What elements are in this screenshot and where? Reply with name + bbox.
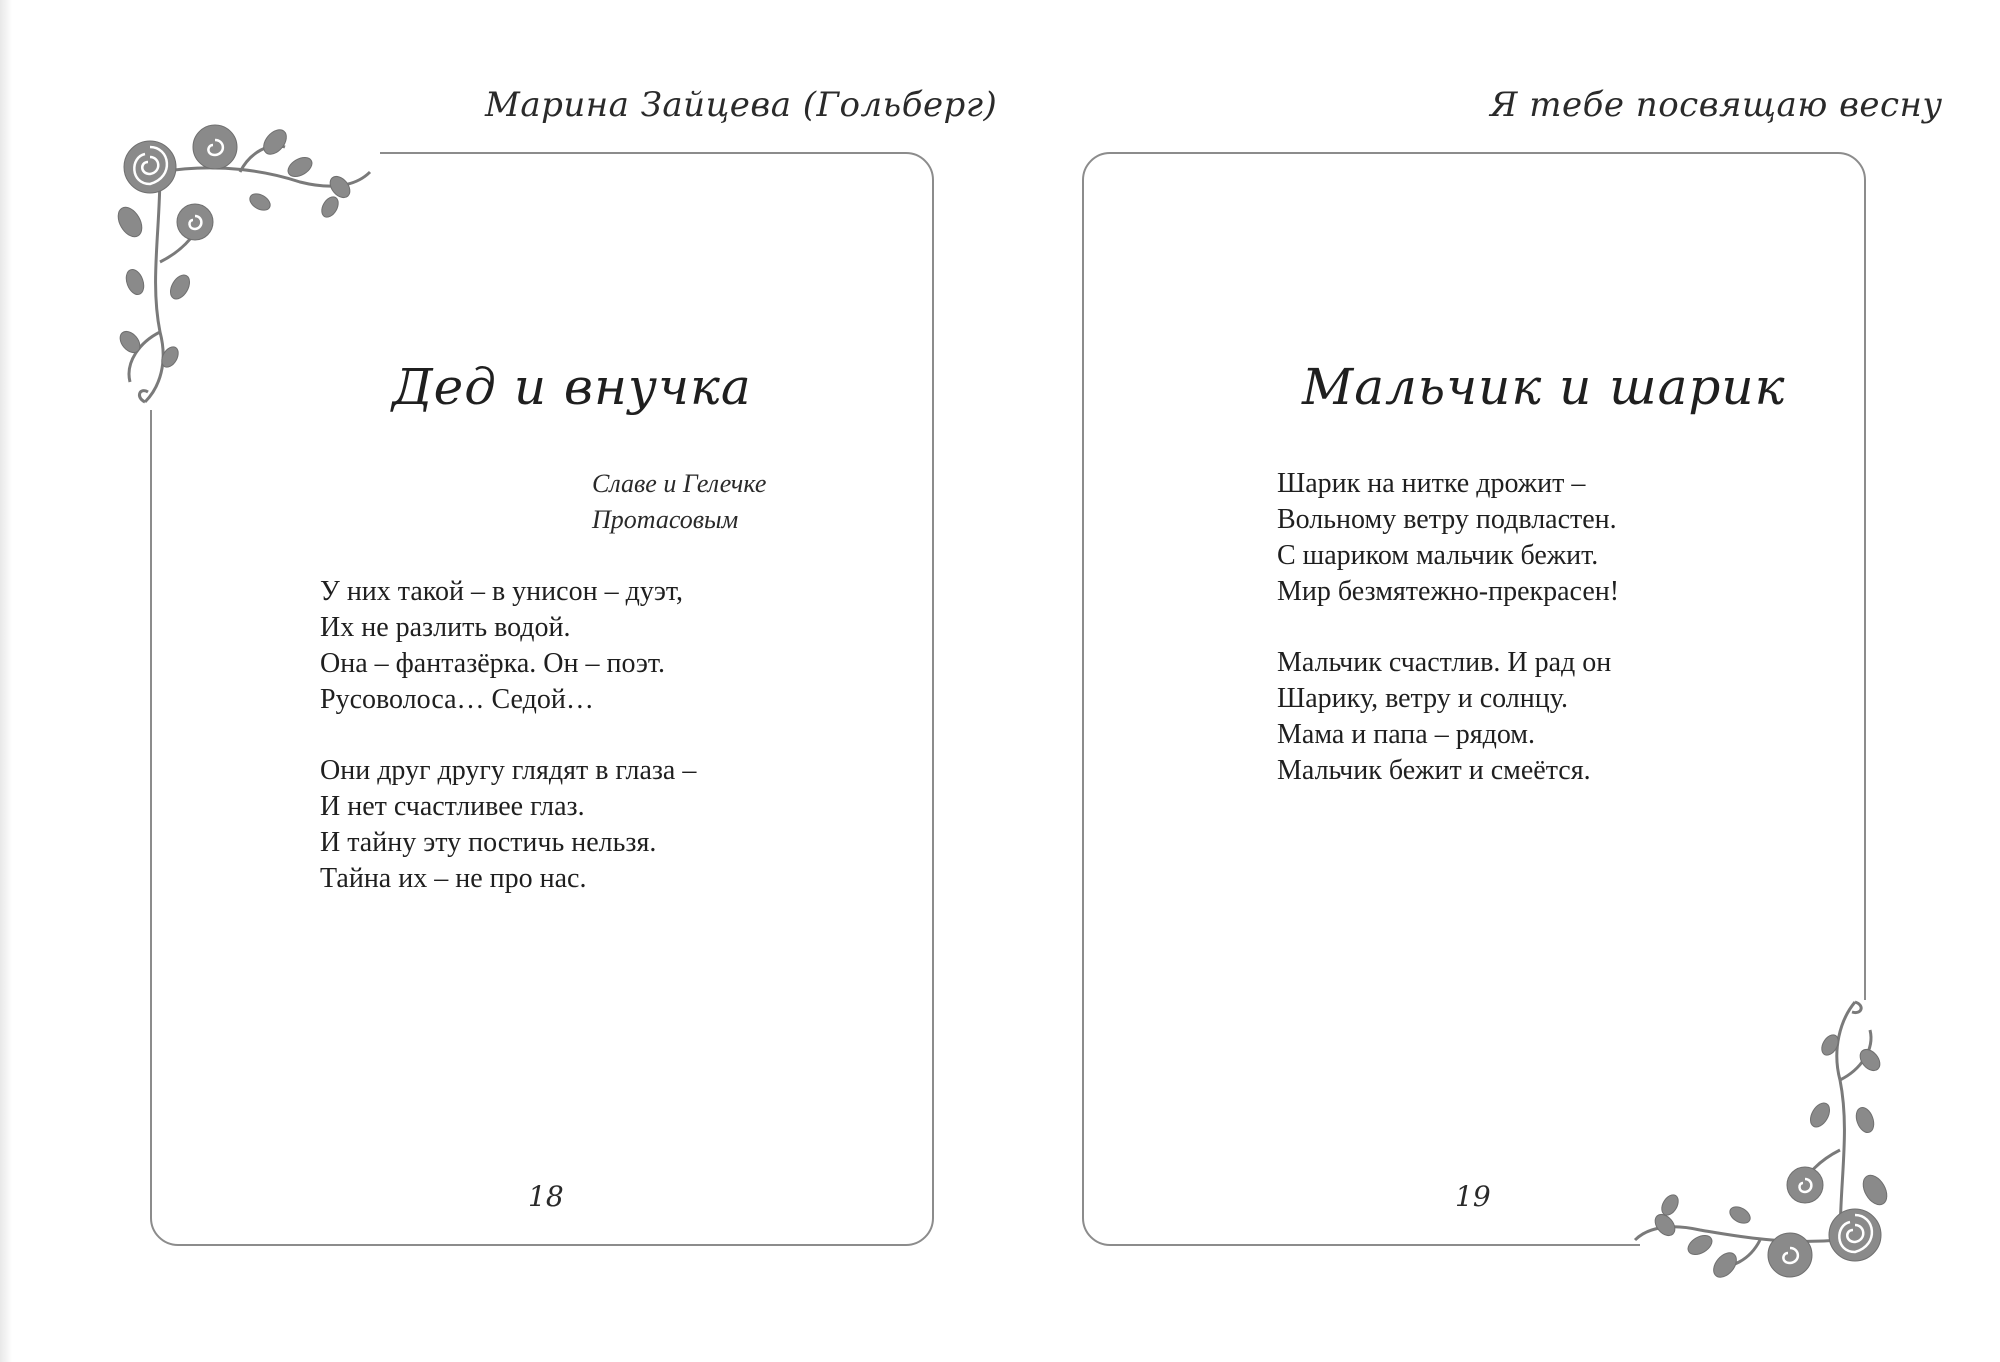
verse-line: И тайну эту постичь нельзя. <box>320 827 657 858</box>
verse-line: Мама и папа – рядом. <box>1277 719 1536 750</box>
verse-line: Мальчик бежит и смеётся. <box>1277 755 1591 786</box>
left-stanza-1 <box>320 574 683 718</box>
rose-vine-ornament-top-left <box>100 112 380 412</box>
dedication-line: Протасовым <box>592 505 739 534</box>
verse-line: Шарик на нитке дрожит – <box>1277 468 1586 499</box>
verse-line: Тайна их – не про нас. <box>320 863 587 894</box>
running-header-book-title: Я тебе посвящаю весну <box>1490 85 1943 125</box>
page-number-left: 18 <box>528 1180 564 1213</box>
right-stanza-2 <box>1277 645 1611 789</box>
rose-vine-ornament-bottom-right <box>1630 990 1910 1290</box>
verse-line: Они друг другу глядят в глаза – <box>320 755 697 786</box>
verse-line: Их не разлить водой. <box>320 612 571 643</box>
page-edge-shadow <box>0 0 12 1362</box>
dedication-line: Славе и Гелечке <box>592 469 767 498</box>
page-number-right: 19 <box>1455 1180 1491 1213</box>
verse-line: С шариком мальчик бежит. <box>1277 540 1599 571</box>
verse-line: И нет счастливее глаз. <box>320 791 585 822</box>
verse-line: У них такой – в унисон – дуэт, <box>320 576 683 607</box>
verse-line: Шарику, ветру и солнцу. <box>1277 683 1568 714</box>
verse-line: Мир безмятежно-прекрасен! <box>1277 576 1620 607</box>
left-stanza-2 <box>320 753 696 897</box>
poem-dedication <box>592 466 766 538</box>
verse-line: Вольному ветру подвластен. <box>1277 504 1617 535</box>
running-header-author: Марина Зайцева (Гольберг) <box>485 85 998 125</box>
right-stanza-1 <box>1277 466 1619 610</box>
poem-title-left: Дед и внучка <box>392 358 752 416</box>
verse-line: Мальчик счастлив. И рад он <box>1277 647 1612 678</box>
poem-title-right: Мальчик и шарик <box>1302 358 1786 416</box>
verse-line: Она – фантазёрка. Он – поэт. <box>320 648 665 679</box>
verse-line: Русоволоса… Седой… <box>320 684 594 715</box>
